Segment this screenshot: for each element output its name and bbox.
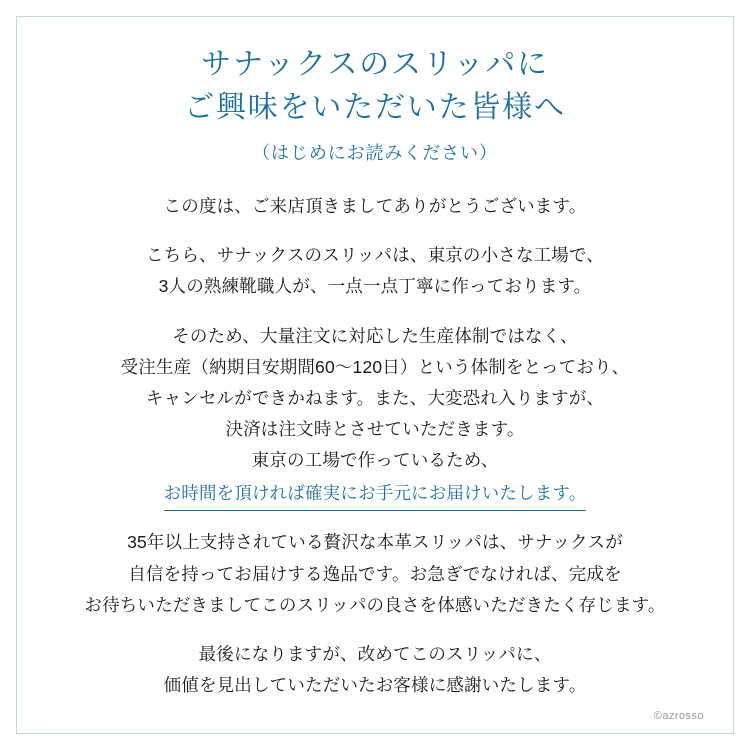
page-title-line-1: サナックスのスリッパに — [201, 48, 549, 81]
paragraph-line: 受注生産（納期目安期間60〜120日）という体制をとっており、 — [120, 356, 630, 377]
paragraph-production-policy — [46, 321, 704, 512]
paragraph-line: 35年以上支持されている贅沢な本革スリッパは、サナックスが — [127, 532, 623, 553]
paragraph-workshop — [46, 240, 704, 302]
paragraph-line: お待ちいただきましてこのスリッパの良さを体感いただきたく存じます。 — [84, 594, 666, 615]
paragraph-quality — [46, 527, 704, 620]
paragraph-line: キャンセルができかねます。また、大変恐れ入りますが、 — [145, 387, 605, 408]
paragraph-line: 自信を持ってお届けする逸品です。お急ぎでなければ、完成を — [128, 563, 622, 584]
paragraph-line: そのため、大量注文に対応した生産体制ではなく、 — [172, 325, 578, 346]
paragraph-line: 決済は注文時とさせていただきます。 — [225, 419, 525, 440]
paragraph-greeting — [46, 191, 704, 222]
paragraph-line: 東京の工場で作っているため、 — [251, 450, 499, 471]
page-title-line-2: ご興味をいただいた皆様へ — [184, 90, 566, 124]
paragraph-closing — [46, 639, 704, 701]
page-title — [184, 44, 566, 129]
paragraph-line: 価値を見出していただいたお客様に感謝いたします。 — [163, 675, 587, 696]
page-subtitle: （はじめにお読みください） — [252, 143, 498, 164]
paragraph-line: こちら、サナックスのスリッパは、東京の小さな工場で、 — [146, 245, 604, 266]
paragraph-line: 3人の熟練靴職人が、一点一点丁寧に作っております。 — [158, 276, 592, 297]
highlighted-delivery-note: お時間を頂ければ確実にお手元にお届けいたします。 — [164, 478, 587, 511]
notice-body — [46, 191, 704, 701]
copyright-credit: ©azrosso — [653, 710, 704, 722]
paragraph-line: 最後になりますが、改めてこのスリッパに、 — [198, 643, 552, 664]
paragraph-line: この度は、ご来店頂きましてありがとうございます。 — [163, 196, 587, 217]
